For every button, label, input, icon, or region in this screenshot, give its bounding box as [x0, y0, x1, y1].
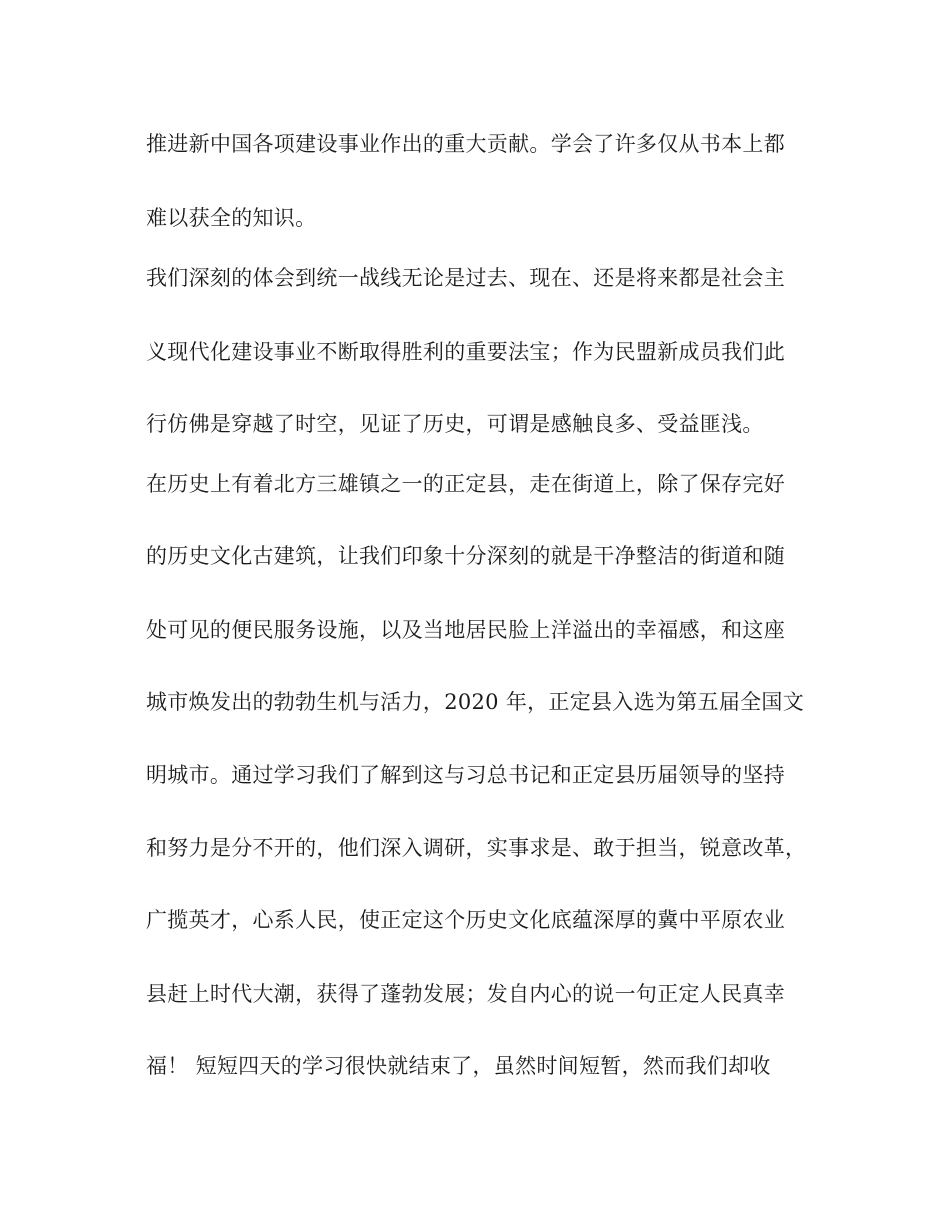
text-line: 义现代化建设事业不断取得胜利的重要法宝；作为民盟新成员我们此 — [146, 340, 785, 364]
text-line: 处可见的便民服务设施，以及当地居民脸上洋溢出的幸福感，和这座 — [146, 618, 785, 642]
text-line: 福！ 短短四天的学习很快就结束了，虽然时间短暂，然而我们却收 — [146, 1054, 771, 1078]
text-line: 明城市。通过学习我们了解到这与习总书记和正定县历届领导的坚持 — [146, 763, 785, 787]
text-line: 的历史文化古建筑，让我们印象十分深刻的就是干净整洁的街道和随 — [146, 544, 785, 568]
text-line: 我们深刻的体会到统一战线无论是过去、现在、还是将来都是社会主 — [146, 266, 785, 290]
text-line: 在历史上有着北方三雄镇之一的正定县，走在街道上，除了保存完好 — [146, 472, 785, 496]
text-line: 城市焕发出的勃勃生机与活力，2020 年，正定县入选为第五届全国文 — [146, 690, 805, 714]
text-line: 广揽英才，心系人民，使正定这个历史文化底蕴深厚的冀中平原农业 — [146, 908, 785, 932]
text-line: 难以获全的知识。 — [146, 206, 317, 230]
text-line: 和努力是分不开的，他们深入调研，实事求是、敢于担当，锐意改革， — [146, 836, 807, 860]
text-line: 县赶上时代大潮，获得了蓬勃发展；发自内心的说一句正定人民真幸 — [146, 982, 785, 1006]
text-line: 推进新中国各项建设事业作出的重大贡献。学会了许多仅从书本上都 — [146, 132, 785, 156]
text-line: 行仿佛是穿越了时空，见证了历史，可谓是感触良多、受益匪浅。 — [146, 412, 764, 436]
